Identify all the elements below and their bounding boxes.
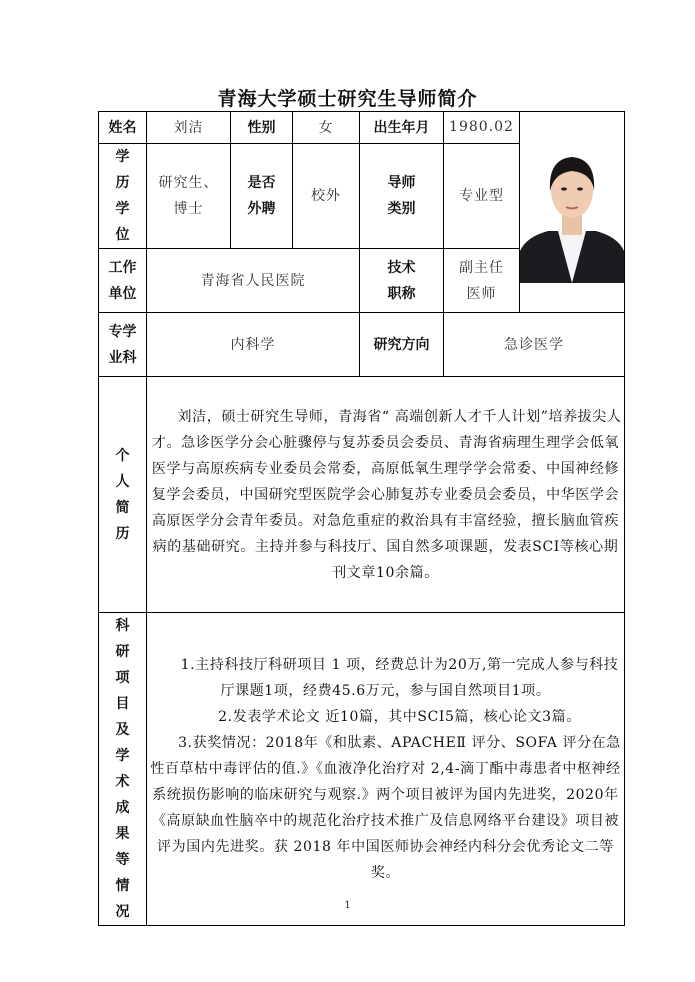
work-unit-value: 青海省人民医院 — [147, 249, 360, 313]
profile-table — [98, 111, 625, 926]
research-direction-label: 研究方向 — [360, 313, 444, 377]
portrait-photo — [520, 133, 624, 283]
bio-paragraph: 刘洁，硕士研究生导师，青海省“ 高端创新人才千人计划”培养拔尖人才。急诊医学分会心脏骤停与复苏委员会委员、青海省病理生理学会低氧医学与高原疾病专业委员会常委，高原低氧生理学学会常委、中国神经修复学会委员，中国研究型医院学会心肺复苏专业委员会委员，中华医学会高原医学分会青年委员。对急危重症的救治具有丰富经验，擅长脑血管疾病的基础研究。主持并参与科技厅、国自然多项课题，发表SCI等核心期刊文章10余篇。 — [151, 408, 622, 581]
photo-cell — [520, 112, 625, 313]
external-label: 是否外聘 — [231, 144, 293, 249]
page-title: 青海大学硕士研究生导师简介 — [217, 88, 478, 110]
research-label: 科研项目及学术成果等情况 — [99, 613, 147, 926]
page-number: 1 — [344, 900, 351, 911]
major-value: 内科学 — [147, 313, 360, 377]
gender-value: 女 — [293, 112, 360, 144]
tech-title-value: 副主任医师 — [444, 249, 520, 313]
research-item: 3.获奖情况：2018年《和肽素、APACHEⅡ 评分、SOFA 评分在急性百草枯中毒评估的值.》《血液净化治疗对 2,4-滴丁酯中毒患者中枢神经系统损伤影响的临床研究与观察.》两个项目被评为国内先进奖，2020年《高原缺血性脑卒中的规范化治疗技术推广及信息网络平台建设》项目被评为国内先进奖。获 2018 年中国医师协会神经内科分会优秀论文二等奖。 — [150, 735, 621, 881]
work-unit-label: 工作单位 — [99, 249, 147, 313]
major-label: 专学业科 — [99, 313, 147, 377]
tech-title-label: 技术职称 — [360, 249, 444, 313]
name-label: 姓名 — [99, 112, 147, 144]
advisor-type-label: 导师类别 — [360, 144, 444, 249]
degree-label: 学历学位 — [99, 144, 147, 249]
degree-value: 研究生、博士 — [147, 144, 231, 249]
research-direction-value: 急诊医学 — [444, 313, 625, 377]
research-item: 1.主持科技厅科研项目 1 项，经费总计为20万,第一完成人参与科技厅课题1项，经费45.6万元，参与国自然项目1项。 — [180, 657, 619, 699]
advisor-type-value: 专业型 — [444, 144, 520, 249]
name-value: 刘洁 — [147, 112, 231, 144]
bio-text-cell — [147, 377, 625, 613]
external-value: 校外 — [293, 144, 360, 249]
birth-label: 出生年月 — [360, 112, 444, 144]
birth-value: 1980.02 — [444, 112, 520, 144]
gender-label: 性别 — [231, 112, 293, 144]
bio-label: 个人简历 — [99, 377, 147, 613]
research-text-cell — [147, 613, 625, 926]
research-item: 2.发表学术论文 近10篇，其中SCI5篇，核心论文3篇。 — [218, 709, 581, 725]
